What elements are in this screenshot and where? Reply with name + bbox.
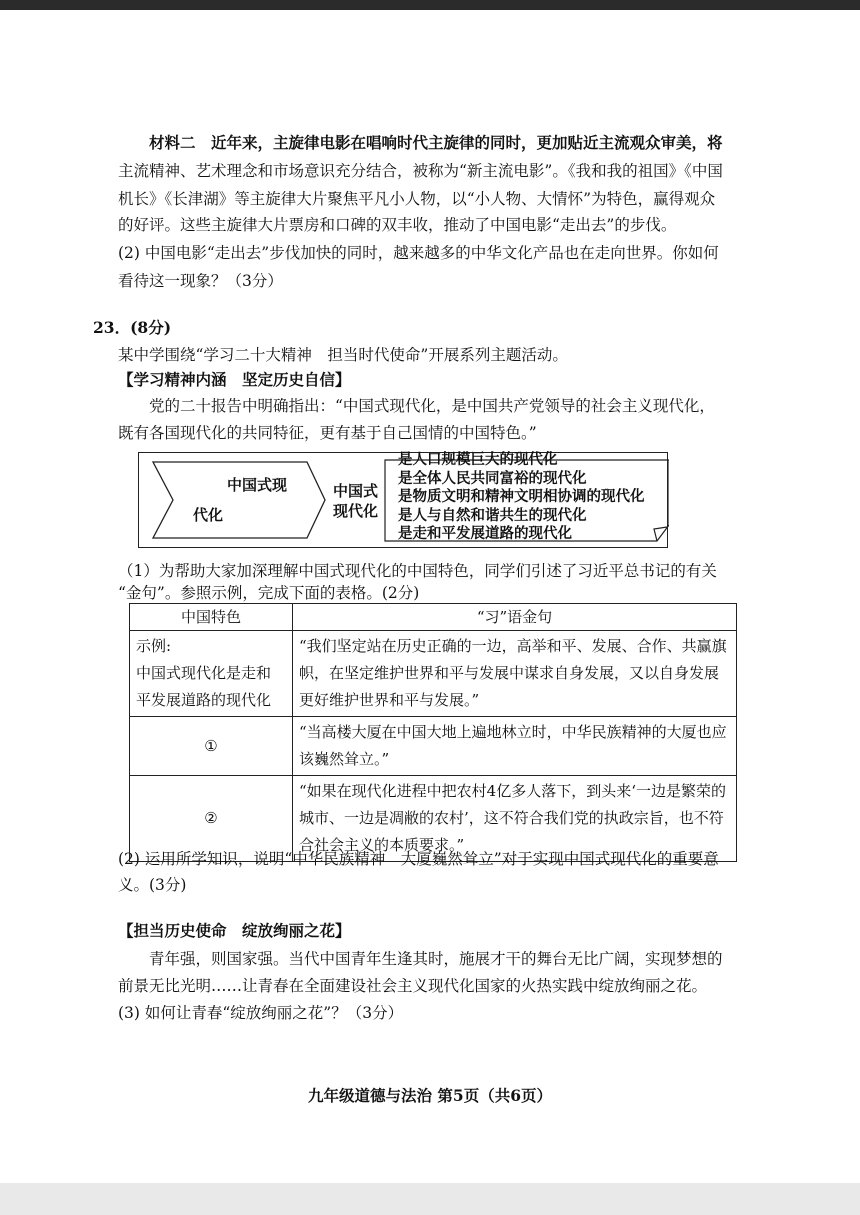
- characteristic-item: 是走和平发展道路的现代化: [398, 525, 572, 542]
- q2-line2: 义。(3分): [118, 876, 187, 894]
- arrow-text-b: 代化: [193, 506, 224, 524]
- youth-line1: 青年强，则国家强。当代中国青年生逢其时，施展才干的舞台无比广阔，实现梦想的: [149, 950, 723, 968]
- page-footer: 九年级道德与法治 第5页（共6页）: [308, 1086, 552, 1105]
- report-line1: 党的二十报告中明确指出：“中国式现代化，是中国共产党领导的社会主义现代化，: [149, 397, 715, 415]
- characteristic-item: 是人与自然和谐共生的现代化: [398, 506, 587, 524]
- characteristic-item: 是全体人民共同富裕的现代化: [398, 469, 587, 487]
- question-number-23: 23．(8分): [93, 318, 172, 337]
- example-label: 示例:: [136, 637, 172, 655]
- quote-cell: “当高楼大厦在中国大地上遍地林立时，中华民族精神的大厦也应该巍然耸立。”: [293, 717, 737, 776]
- characteristic-item: 是人口规模巨大的现代化: [398, 451, 558, 468]
- table-row: [130, 717, 737, 776]
- material2-line4: 的好评。这些主旋律大片票房和口碑的双丰收，推动了中国电影“走出去”的步伐。: [118, 216, 677, 234]
- example-text-a: 中国式现代化是走和: [136, 664, 272, 682]
- characteristics-list: [398, 451, 645, 544]
- material2-line2: 主流精神、艺术理念和市场意识充分结合，被称为“新主流电影”。《我和我的祖国》《中国: [118, 162, 723, 180]
- section1-title: 【学习精神内涵 坚定历史自信】: [118, 370, 351, 389]
- quote-table: [129, 603, 737, 862]
- header-feature: 中国特色: [130, 604, 293, 631]
- answer-blank-1[interactable]: ①: [130, 717, 293, 776]
- answer-blank-2[interactable]: ②: [130, 776, 293, 862]
- table-header-row: [130, 604, 737, 631]
- q3-prompt: (3) 如何让青春“绽放绚丽之花”？（3分）: [118, 1004, 404, 1022]
- modernization-diagram: [138, 452, 668, 548]
- example-cell: [130, 631, 293, 717]
- middle-text-b: 现代化: [333, 502, 379, 520]
- q2-line1: (2) 运用所学知识，说明“中华民族精神 大厦巍然耸立”对于实现中国式现代化的重要意: [118, 850, 719, 868]
- bottom-scan-edge: [0, 1183, 860, 1215]
- material2-line3: 机长》《长津湖》等主旋律大片聚焦平凡小人物，以“小人物、大情怀”为特色，赢得观众: [118, 190, 716, 208]
- material2-line1: 材料二 近年来，主旋律电影在唱响时代主旋律的同时，更加贴近主流观众审美，将: [149, 133, 723, 152]
- q1-line1: （1）为帮助大家加深理解中国式现代化的中国特色，同学们引述了习近平总书记的有关: [118, 562, 717, 580]
- q1-line2: “金句”。参照示例，完成下面的表格。(2分): [118, 584, 420, 602]
- middle-text-a: 中国式: [333, 482, 379, 500]
- q22-2-line2: 看待这一现象？（3分）: [118, 272, 283, 290]
- characteristic-item: 是物质文明和精神文明相协调的现代化: [398, 488, 645, 505]
- q23-intro: 某中学围绕“学习二十大精神 担当时代使命”开展系列主题活动。: [118, 346, 568, 364]
- table-row: [130, 631, 737, 717]
- top-scan-edge: [0, 0, 860, 10]
- youth-line2: 前景无比光明……让青春在全面建设社会主义现代化国家的火热实践中绽放绚丽之花。: [118, 977, 708, 995]
- quote-cell: “我们坚定站在历史正确的一边，高举和平、发展、合作、共赢旗帜，在坚定维护世界和平与发展中谋求自身发展，又以自身发展更好维护世界和平与发展。”: [293, 631, 737, 717]
- q22-2-line1: (2) 中国电影“走出去”步伐加快的同时，越来越多的中华文化产品也在走向世界。你如何: [118, 244, 719, 262]
- report-line2: 既有各国现代化的共同特征，更有基于自己国情的中国特色。”: [118, 424, 537, 442]
- example-text-b: 平发展道路的现代化: [136, 691, 272, 709]
- header-quote: “习”语金句: [293, 604, 737, 631]
- section2-title: 【担当历史使命 绽放绚丽之花】: [118, 921, 351, 940]
- arrow-text-a: 中国式现: [227, 476, 288, 494]
- quote-cell: “如果在现代化进程中把农村4亿多人落下，到头来‘一边是繁荣的城市、一边是凋敝的农村’，这不符合我们党的执政宗旨，也不符合社会主义的本质要求。”: [293, 776, 737, 862]
